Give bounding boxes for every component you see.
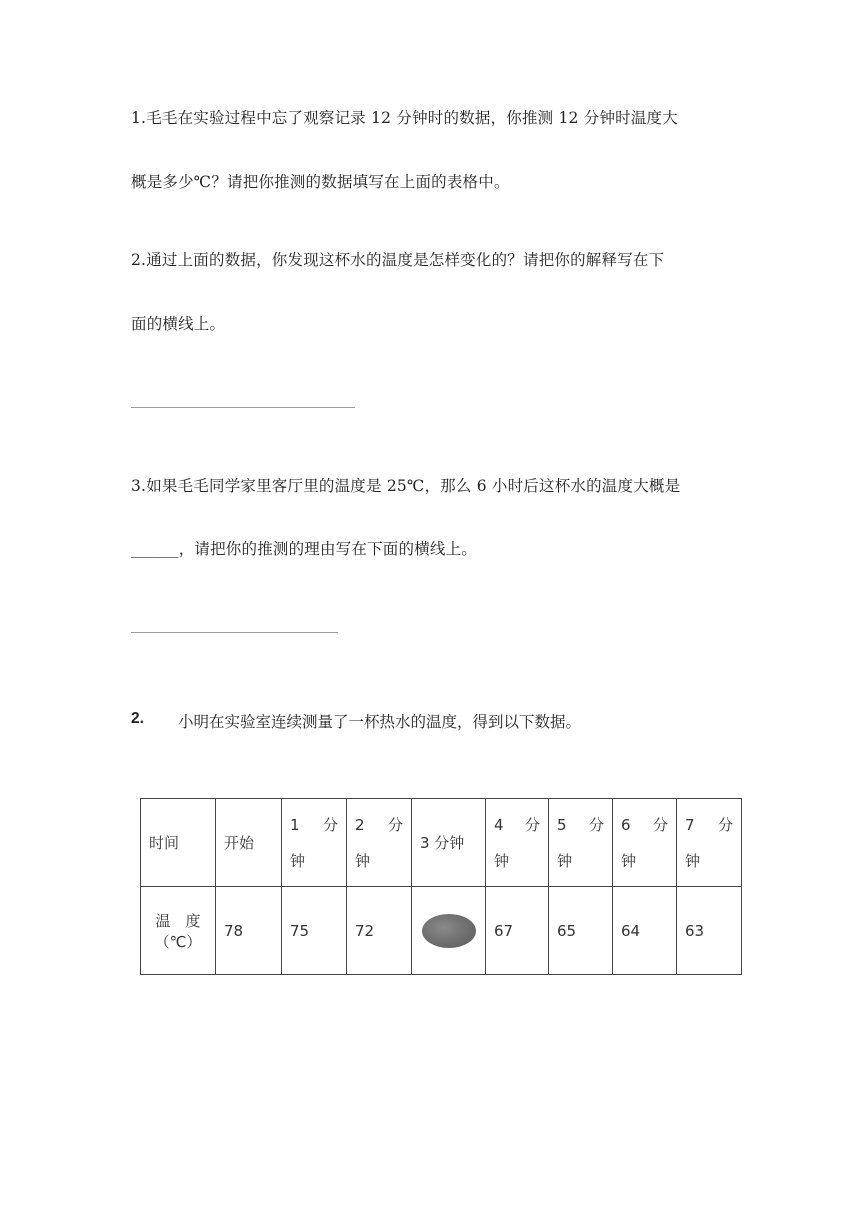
time-num: 6 [621,815,631,834]
time-unit: 分 [387,815,403,834]
temp-value-cell: 72 [347,887,412,975]
time-cell [347,799,412,887]
time-num: 7 [685,815,695,834]
temp-value-cell: 78 [216,887,282,975]
time-cell [486,799,549,887]
q2-answer-line[interactable] [131,407,355,408]
time-cell [677,799,742,887]
time-unit: 分 [717,815,733,834]
temp-unit: （℃） [154,932,202,951]
table-row-time [141,799,742,887]
temp-value-cell: 75 [282,887,347,975]
time-unit: 分 [652,815,668,834]
time-unit: 分 [588,815,604,834]
time-tail: 钟 [685,851,701,870]
time-cell [549,799,613,887]
temp-header-cell [141,887,216,975]
time-num: 1 [290,815,300,834]
problem2-number: 2. [131,710,144,727]
time-cell [216,799,282,887]
temp-label: 温 度 [155,911,201,930]
time-header-cell [141,799,216,887]
temp-value-cell: 64 [613,887,677,975]
time-label: 时间 [149,834,180,852]
time-unit: 分 [322,815,338,834]
time-cell [613,799,677,887]
q3-answer-line[interactable] [131,632,338,633]
time-tail: 钟 [557,851,573,870]
q1-line1: 1.毛毛在实验过程中忘了观察记录 12 分钟时的数据，你推测 12 分钟时温度大 [131,109,678,127]
temp-value-cell-hidden [412,887,486,975]
q3-line1: 3.如果毛毛同学家里客厅里的温度是 25℃，那么 6 小时后这杯水的温度大概是 [131,477,681,495]
time-tail: 钟 [290,851,306,870]
q3-blank[interactable]: ______ [131,540,179,558]
temp-value-cell: 63 [677,887,742,975]
temp-value-cell: 67 [486,887,549,975]
obscured-value-blot [422,914,476,948]
time-label-3min: 3 分钟 [420,834,465,852]
time-cell [282,799,347,887]
time-cell [412,799,486,887]
q3-line2 [131,537,731,559]
q3-line2-text: ，请把你的推测的理由写在下面的横线上。 [178,540,478,558]
time-tail: 钟 [355,851,371,870]
time-num: 5 [557,815,567,834]
q2-line2: 面的横线上。 [131,315,226,333]
temp-value-cell: 65 [549,887,613,975]
time-label-start: 开始 [224,834,255,852]
temperature-table [140,798,742,975]
time-num: 4 [494,815,504,834]
problem2-text: 小明在实验室连续测量了一杯热水的温度，得到以下数据。 [178,713,582,731]
table-row-temperature [141,887,742,975]
time-tail: 钟 [494,851,510,870]
time-tail: 钟 [621,851,637,870]
time-unit: 分 [524,815,540,834]
q1-line2: 概是多少℃？请把你推测的数据填写在上面的表格中。 [131,173,510,191]
q2-line1: 2.通过上面的数据，你发现这杯水的温度是怎样变化的？请把你的解释写在下 [131,251,665,269]
time-num: 2 [355,815,365,834]
